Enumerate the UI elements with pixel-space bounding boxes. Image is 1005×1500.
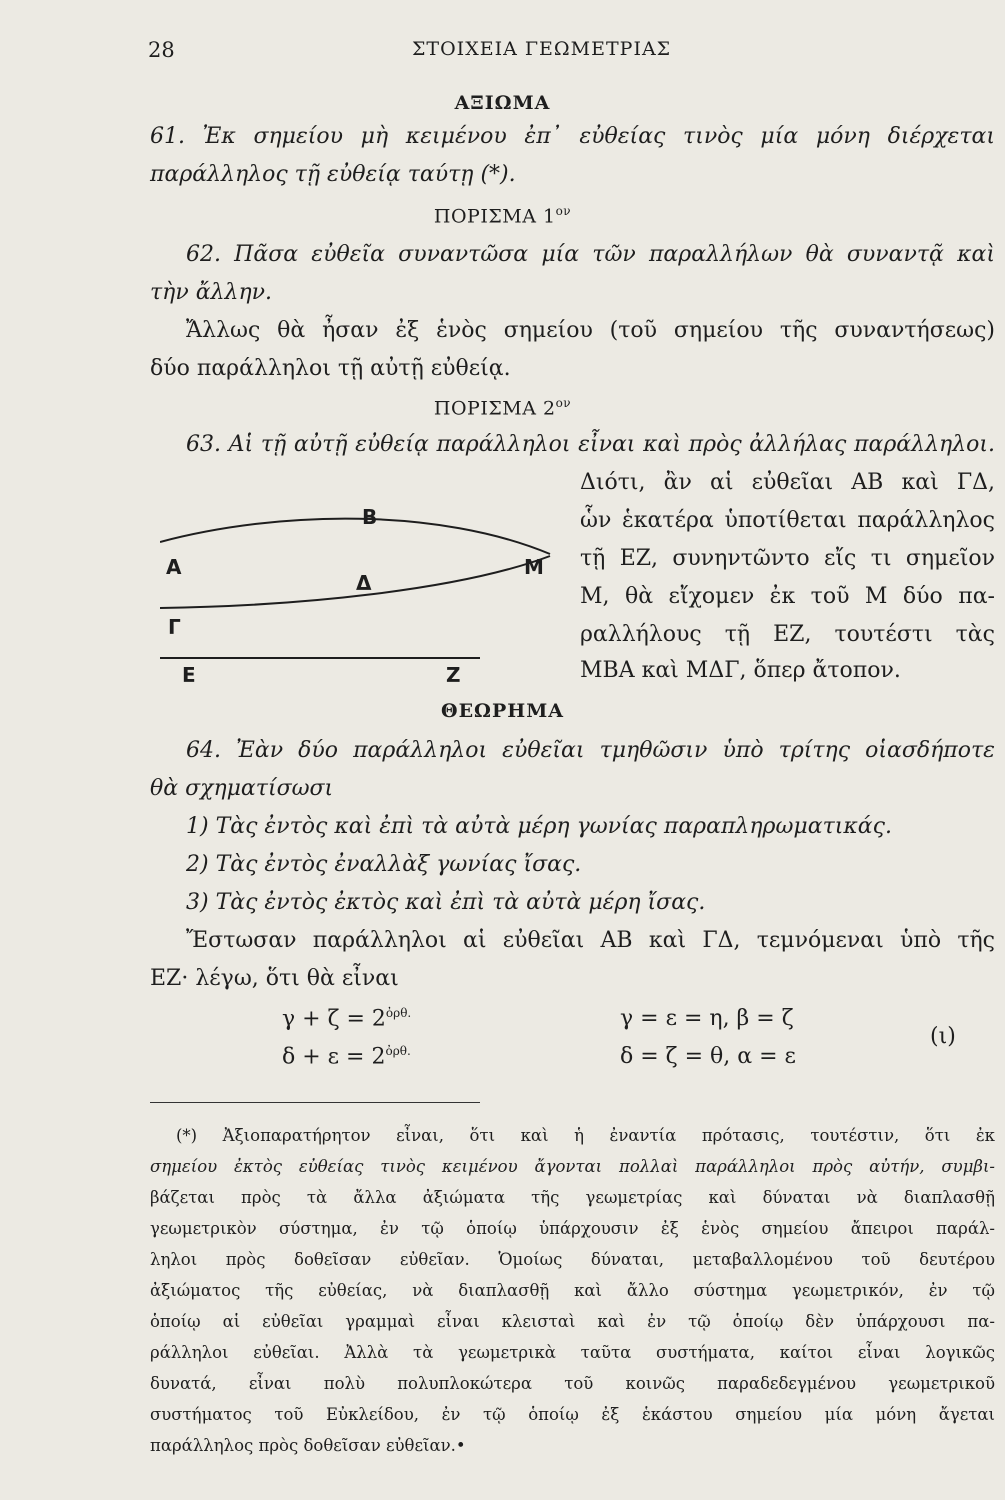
equation-right-2: δ = ζ = θ, α = ε <box>620 1044 796 1069</box>
porism-1-line-2: τὴν ἄλλην. <box>150 280 273 305</box>
equation-left-2-text: δ + ε = 2 <box>282 1044 386 1070</box>
running-title: ΣΤΟΙΧΕΙΑ ΓΕΩΜΕΤΡΙΑΣ <box>412 38 672 60</box>
theorem-item-1: 1) Τὰς ἐντὸς καὶ ἐπὶ τὰ αὐτὰ μέρη γωνίας παραπληρωματικάς. <box>186 814 892 839</box>
label-G: Γ <box>168 615 181 639</box>
theorem-item-3: 3) Τὰς ἐντὸς ἐκτὸς καὶ ἐπὶ τὰ αὐτὰ μέρη ἴσας. <box>186 890 706 915</box>
equation-right-1: γ = ε = η, β = ζ <box>620 1006 794 1031</box>
equation-left-2-sup: ὀρθ. <box>385 1044 411 1058</box>
proof-line-5: ραλλήλους τῇ ΕΖ, τουτέστι τὰς <box>580 622 995 647</box>
equation-left-1-text: γ + ζ = 2 <box>282 1006 386 1032</box>
porism-2-heading-sup: ον <box>555 396 572 410</box>
theorem-heading: ΘΕΩΡΗΜΑ <box>441 700 564 722</box>
label-E: Ε <box>182 663 196 687</box>
axiom-heading: ΑΞΙΩΜΑ <box>454 92 551 114</box>
proof-line-3: τῇ ΕΖ, συνηντῶντο εἴς τι σημεῖον <box>580 546 995 571</box>
theorem-item-2: 2) Τὰς ἐντὸς ἐναλλὰξ γωνίας ἴσας. <box>186 852 582 877</box>
footnote-line-8: ράλληλοι εὐθεῖαι. Ἀλλὰ τὰ γεωμετρικὰ ταῦτα συστήματα, καίτοι εἶναι λογικῶς <box>150 1343 995 1362</box>
porism-2-heading <box>0 396 1005 419</box>
page-number: 28 <box>148 38 175 62</box>
label-D: Δ <box>356 571 372 595</box>
porism-1-line-1: 62. Πᾶσα εὐθεῖα συναντῶσα μία τῶν παραλλήλων θὰ συναντᾷ καὶ <box>186 242 995 267</box>
porism-1-heading-text: ΠΟΡΙΣΜΑ 1 <box>433 205 556 228</box>
line-GD <box>160 556 550 608</box>
footnote-line-4: γεωμετρικὸν σύστημα, ἐν τῷ ὁποίῳ ὑπάρχουσιν ἐξ ἑνὸς σημείου ἄπειροι παράλ- <box>150 1219 995 1238</box>
footnote-line-1: (*) Ἀξιοπαρατήρητον εἶναι, ὅτι καὶ ἡ ἐναντία πρότασις, τουτέστιν, ὅτι ἐκ <box>176 1126 995 1145</box>
porism-1-line-4: δύο παράλληλοι τῇ αὐτῇ εὐθείᾳ. <box>150 356 511 381</box>
equation-left-1-sup: ὀρθ. <box>385 1006 412 1020</box>
porism-1-heading-sup: ον <box>555 204 572 218</box>
theorem-line-2: θὰ σχηματίσωσι <box>150 776 334 801</box>
footnote-line-6: ἀξιώματος τῆς εὐθείας, νὰ διαπλασθῇ καὶ ἄλλο σύστημα γεωμετρικόν, ἐν τῷ <box>150 1281 995 1300</box>
footnote-line-10: συστήματος τοῦ Εὐκλείδου, ἐν τῷ ὁποίῳ ἐξ ἑκάστου σημείου μία μόνη ἄγεται <box>150 1405 995 1424</box>
theorem-line-a: Ἔστωσαν παράλληλοι αἱ εὐθεῖαι ΑΒ καὶ ΓΔ, τεμνόμεναι ὑπὸ τῆς <box>186 928 995 953</box>
proof-line-6: ΜΒΑ καὶ ΜΔΓ, ὅπερ ἄτοπον. <box>580 658 901 683</box>
footnote-line-11: παράλληλος πρὸς δοθεῖσαν εὐθεῖαν.• <box>150 1436 466 1455</box>
footnote-line-2: σημείου ἐκτὸς εὐθείας τινὸς κειμένου ἄγονται πολλαὶ παράλληλοι πρὸς αὐτήν, συμβι- <box>150 1157 995 1176</box>
proof-line-2: ὧν ἑκατέρα ὑποτίθεται παράλληλος <box>580 508 995 533</box>
parallel-lines-figure <box>160 490 580 690</box>
equation-number: (ι) <box>930 1024 956 1049</box>
axiom-text-line-2: παράλληλος τῇ εὐθείᾳ ταύτῃ (*). <box>150 162 516 187</box>
porism-1-line-3: Ἄλλως θὰ ἦσαν ἐξ ἑνὸς σημείου (τοῦ σημείου τῆς συναντήσεως) <box>186 318 995 343</box>
proof-line-1: Διότι, ἂν αἱ εὐθεῖαι ΑΒ καὶ ΓΔ, <box>580 470 995 495</box>
line-AB <box>160 519 550 554</box>
footnote-line-9: δυνατά, εἶναι πολὺ πολυπλοκώτερα τοῦ κοινῶς παραδεδεγμένου γεωμετρικοῦ <box>150 1374 995 1393</box>
equation-left-2 <box>282 1044 411 1069</box>
theorem-line-1: 64. Ἐὰν δύο παράλληλοι εὐθεῖαι τμηθῶσιν ὑπὸ τρίτης οἱασδήποτε <box>186 738 995 763</box>
label-B: Β <box>362 505 378 529</box>
theorem-line-b: ΕΖ· λέγω, ὅτι θὰ εἶναι <box>150 966 399 991</box>
footnote-rule <box>150 1102 480 1103</box>
label-Z: Ζ <box>446 663 461 687</box>
axiom-text-line-1: 61. Ἐκ σημείου μὴ κειμένου ἐπ᾽ εὐθείας τινὸς μία μόνη διέρχεται <box>150 124 995 149</box>
porism-1-heading <box>0 204 1005 227</box>
porism-2-heading-text: ΠΟΡΙΣΜΑ 2 <box>433 397 556 420</box>
equation-left-1 <box>282 1006 411 1031</box>
footnote-line-7: ὁποίῳ αἱ εὐθεῖαι γραμμαὶ εἶναι κλεισταὶ καὶ ἐν τῷ ὁποίῳ δὲν ὑπάρχουσι πα- <box>150 1312 995 1331</box>
footnote-line-3: βάζεται πρὸς τὰ ἄλλα ἀξιώματα τῆς γεωμετρίας καὶ δύναται νὰ διαπλασθῇ <box>150 1188 995 1207</box>
porism-2-line-1: 63. Αἱ τῇ αὐτῇ εὐθείᾳ παράλληλοι εἶναι καὶ πρὸς ἀλλήλας παράλληλοι. <box>186 432 995 457</box>
label-A: Α <box>166 555 182 579</box>
label-M: Μ <box>524 555 544 579</box>
proof-line-4: Μ, θὰ εἴχομεν ἐκ τοῦ Μ δύο πα- <box>580 584 995 609</box>
footnote-line-5: ληλοι πρὸς δοθεῖσαν εὐθεῖαν. Ὁμοίως δύναται, μεταβαλλομένου τοῦ δευτέρου <box>150 1250 995 1269</box>
